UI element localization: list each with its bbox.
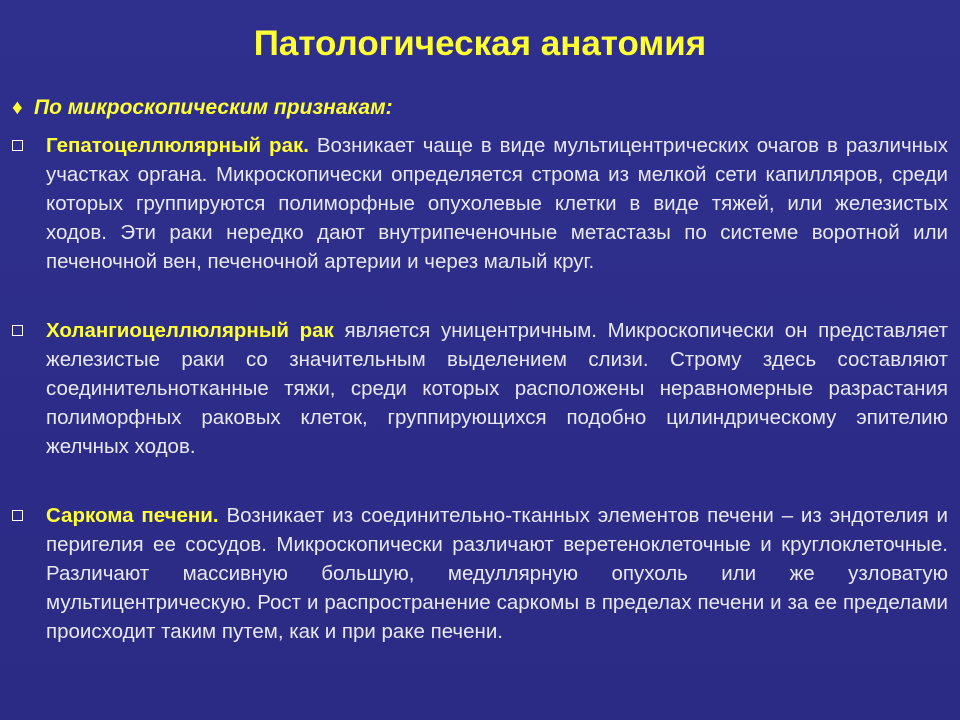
section-text: является уницентричным. Микроскопически он представляет железистые раки со значительным выделением слизи. Строму здесь составляют соединительнотканные тяжи, среди которых расположены неравномерные разрастания полиморфных раковых клеток, группирующихся подобно цилиндрическому эпителию желчных ходов.	[46, 319, 948, 458]
section-hepatocellular-cancer	[12, 131, 948, 276]
section-cholangiocellular-cancer	[12, 316, 948, 461]
square-bullet-icon	[12, 325, 23, 336]
slide-title: Патологическая анатомия	[253, 24, 707, 63]
section-paragraph	[46, 131, 948, 276]
square-bullet-icon	[12, 510, 23, 521]
section-text: Возникает из соединительно-тканных элементов печени – из эндотелия и перигелия ее сосудов. Микроскопически различают веретеноклеточные и круглоклеточные. Различают массивную большую, медуллярную опухоль или же узловатую мультицентрическую. Рост и распространение саркомы в пределах печени и за ее пределами происходит таким путем, как и при раке печени.	[46, 504, 949, 643]
diamond-bullet-icon: ♦	[12, 96, 23, 119]
section-paragraph	[46, 316, 948, 461]
subheading	[12, 95, 942, 121]
section-term: Саркома печени.	[46, 504, 219, 527]
section-paragraph	[46, 501, 948, 646]
section-term: Холангиоцеллюлярный рак	[46, 319, 334, 342]
subheading-text: По микроскопическим признакам:	[34, 96, 393, 119]
square-bullet-icon	[12, 140, 23, 151]
section-text: Возникает чаще в виде мультицентрических очагов в различных участках органа. Микроскопически определяется строма из мелкой сети капилляров, среди которых группируются полиморфные опухолевые клетки в виде тяжей, или железистых ходов. Эти раки нередко дают внутрипеченочные метастазы по системе воротной или печеночной вен, печеночной артерии и через малый круг.	[46, 134, 948, 273]
section-term: Гепатоцеллюлярный рак.	[46, 134, 309, 157]
section-liver-sarcoma	[12, 501, 948, 646]
